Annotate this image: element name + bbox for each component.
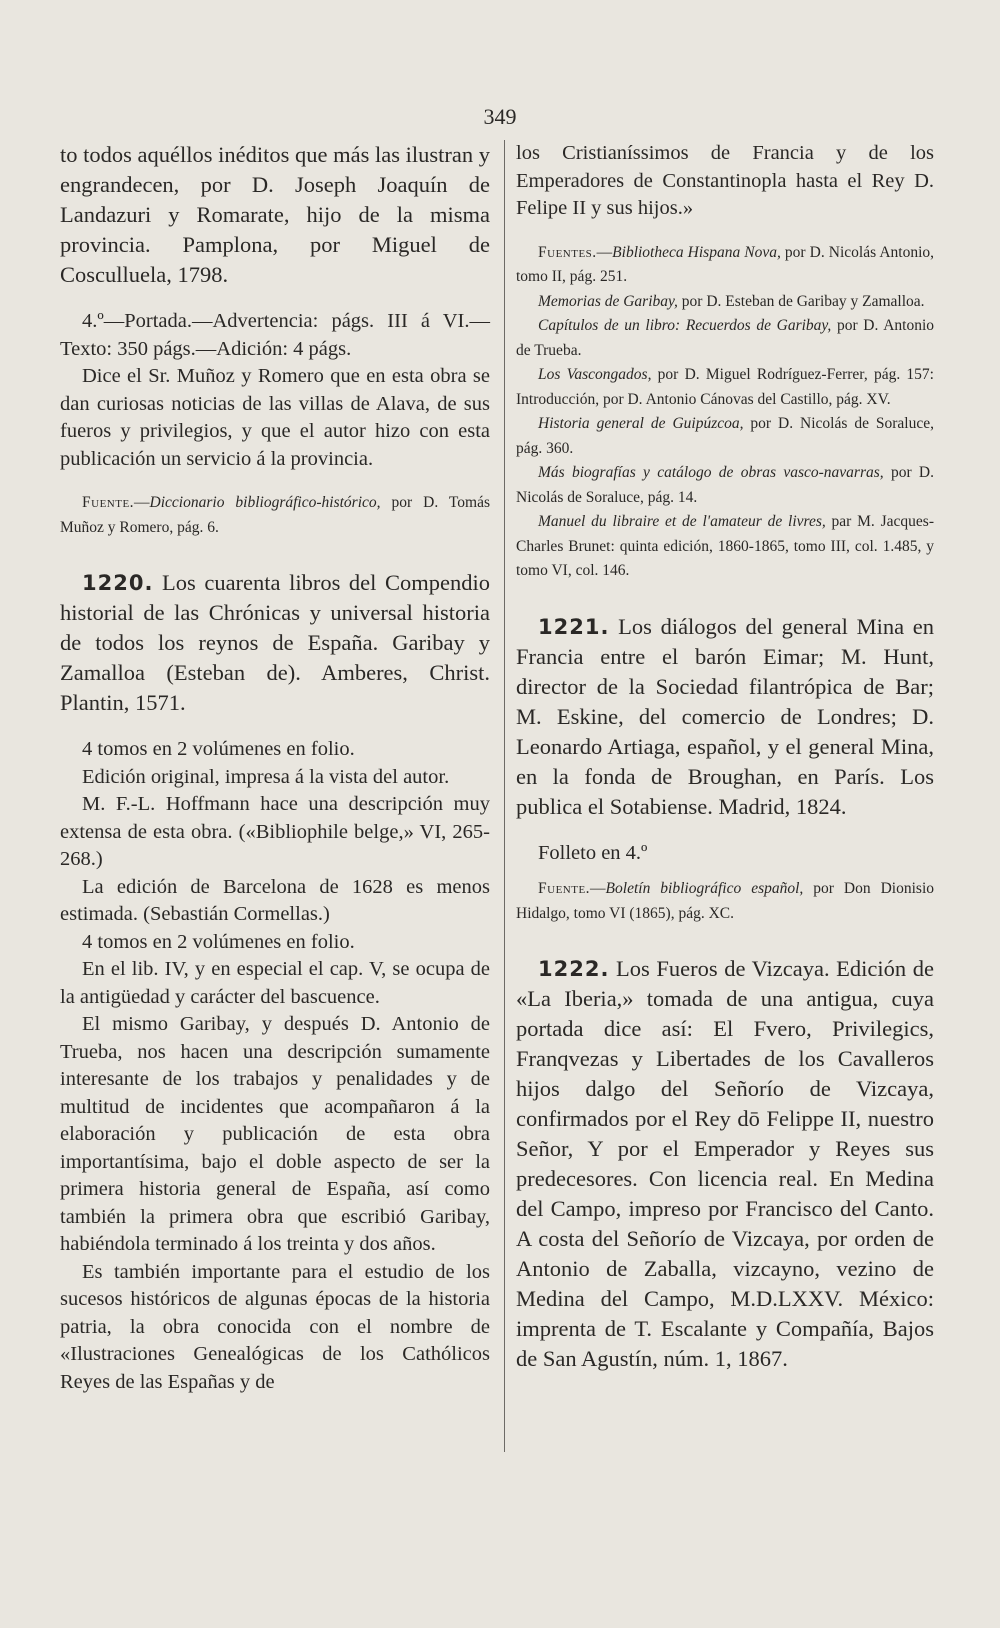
entry-1220-note: El mismo Garibay, y después D. Antonio de Trueba, nos hacen una descripción sumamente interesante de los trabajos y penalidades y de multitud de incidentes que acompañaron á la elaboración y publicación de esta obra importantísima, bajo el doble aspecto de ser la primera historia general de España, así como también la primera obra que escribió Garibay, habiéndola terminado á los treinta y dos años. xyxy=(60,1013,490,1255)
note-paragraph: Dice el Sr. Muñoz y Romero que en esta obra se dan curiosas noticias de las villas de Alava, de sus fueros y privilegios, y que el autor hizo con esta publicación un servicio á la provincia. xyxy=(60,365,490,470)
source-detail: por D. Nicolás de Soraluce, pág. 14. xyxy=(516,464,935,506)
source-dash: — xyxy=(134,494,150,511)
left-column xyxy=(60,140,490,1396)
entry-number: 1222. xyxy=(538,957,610,981)
entry-1220-format: 4 tomos en 2 volúmenes en folio. xyxy=(82,738,355,760)
source-title: Los Vascongados, xyxy=(538,366,652,383)
source-title: Historia general de Guipúzcoa, xyxy=(538,415,744,432)
entry-1220-note: M. F.-L. Hoffmann hace una descripción muy extensa de esta obra. («Bibliophile belge,» VI, 265-268.) xyxy=(60,793,490,870)
source-title: Boletín bibliográfico español, xyxy=(605,880,804,897)
source-label: Fuentes. xyxy=(538,243,597,261)
entry-1220-note: Edición original, impresa á la vista del autor. xyxy=(82,765,450,788)
entry-1222-heading xyxy=(516,954,934,1374)
source-citation xyxy=(516,290,934,315)
entry-number: 1221. xyxy=(538,614,610,639)
source-title: Diccionario bibliográfico-histórico, xyxy=(149,494,381,511)
source-dash: — xyxy=(596,243,613,261)
source-label: Fuente. xyxy=(82,494,135,511)
source-detail: por D. Tomás Muñoz y Romero, pág. 6. xyxy=(60,494,491,536)
source-title: Bibliotheca Hispana Nova, xyxy=(612,243,781,261)
right-column xyxy=(516,140,934,1374)
entry-1220-note: Es también importante para el estudio de los sucesos históricos de algunas épocas de la historia patria, la obra conocida con el nombre de «Ilustraciones Genealógicas de los Cathólicos Reyes de las Españas y de xyxy=(60,1260,490,1393)
source-detail: por D. Esteban de Garibay y Zamalloa. xyxy=(677,292,925,310)
source-title: Más biografías y catálogo de obras vasco-navarras, xyxy=(538,464,884,481)
entry-title: Los cuarenta libros del Compendio historial de las Chrónicas y universal historia de todos los reynos de España. Garibay y Zamalloa (Esteban de). Amberes, Christ. Plantin, 1571. xyxy=(60,570,490,715)
entry-number: 1220. xyxy=(82,571,154,595)
entry-continuation-text: los Cristianíssimos de Francia y de los Emperadores de Constantinopla hasta el Rey D. Felipe II y sus hijos.» xyxy=(516,142,934,219)
entry-1221-format: Folleto en 4.º xyxy=(538,841,648,864)
source-detail: par M. Jacques-Charles Brunet: quinta edición, 1860-1865, tomo III, col. 1.485, y tomo VI, col. 146. xyxy=(516,513,934,579)
source-label: Fuente. xyxy=(538,880,591,897)
column-divider xyxy=(504,140,505,1452)
entry-1220-heading xyxy=(60,568,490,718)
entry-1221-heading xyxy=(516,612,934,822)
page-number: 349 xyxy=(483,104,517,129)
source-detail: por Don Dionisio Hidalgo, tomo VI (1865), pág. XC. xyxy=(516,880,934,922)
entry-1220-note: 4 tomos en 2 volúmenes en folio. xyxy=(82,930,355,953)
source-title: Manuel du libraire et de l'amateur de livres, xyxy=(538,513,826,530)
source-dash: — xyxy=(590,880,606,897)
source-citation xyxy=(60,491,490,540)
source-detail: por D. Nicolás Antonio, tomo II, pág. 251. xyxy=(516,243,935,285)
source-detail: por D. Miguel Rodríguez-Ferrer, pág. 157: Introducción, por D. Antonio Cánovas del Castillo, pág. XV. xyxy=(516,366,934,408)
physical-description: 4.º—Portada.—Advertencia: págs. III á VI.—Texto: 350 págs.—Adición: 4 págs. xyxy=(60,310,490,360)
source-citation xyxy=(516,363,934,412)
source-title: Memorias de Garibay, xyxy=(538,292,678,310)
source-citation xyxy=(516,412,934,461)
entry-title: Los diálogos del general Mina en Francia entre el barón Eimar; M. Hunt, director de la Sociedad filantrópica de Bar; M. Eskine, del comercio de Londres; D. Leonardo Artiaga, español, y el general Mina, en la fonda de Broughan, en París. Los publica el Sotabiense. Madrid, 1824. xyxy=(516,613,934,819)
source-detail: por D. Nicolás de Soraluce, pág. 360. xyxy=(516,415,934,457)
source-detail: por D. Antonio de Trueba. xyxy=(516,317,934,359)
source-citation xyxy=(516,510,934,584)
source-citation xyxy=(516,241,934,290)
source-citation xyxy=(516,461,934,510)
entry-continuation-text: to todos aquéllos inéditos que más las ilustran y engrandecen, por D. Joseph Joaquín de Landazuri y Romarate, hijo de la misma provincia. Pamplona, por Miguel de Cosculluela, 1798. xyxy=(60,142,490,287)
source-citation xyxy=(516,877,934,926)
entry-1220-note: En el lib. IV, y en especial el cap. V, se ocupa de la antigüedad y carácter del bascuence. xyxy=(60,958,490,1008)
source-title: Capítulos de un libro: Recuerdos de Garibay, xyxy=(538,317,832,334)
entry-1220-note: La edición de Barcelona de 1628 es menos estimada. (Sebastián Cormellas.) xyxy=(60,875,490,925)
entry-title: Los Fueros de Vizcaya. Edición de «La Iberia,» tomada de una antigua, cuya portada dice así: El Fvero, Privilegics, Franqvezas y Libertades de los Cavalleros hijos dalgo del Señorío de Vizcaya, confirmados por el Rey dō Felippe II, nuestro Señor, Y por el Emperador y Reyes sus predecesores. Con licencia real. En Medina del Campo, impreso por Francisco del Canto. A costa del Señorío de Vizcaya, por orden de Antonio de Zaballa, vizcayno, vezino de Medina del Campo, M.D.LXXV. México: imprenta de T. Escalante y Compañía, Bajos de San Agustín, núm. 1, 1867. xyxy=(516,956,934,1371)
source-citation xyxy=(516,314,934,363)
